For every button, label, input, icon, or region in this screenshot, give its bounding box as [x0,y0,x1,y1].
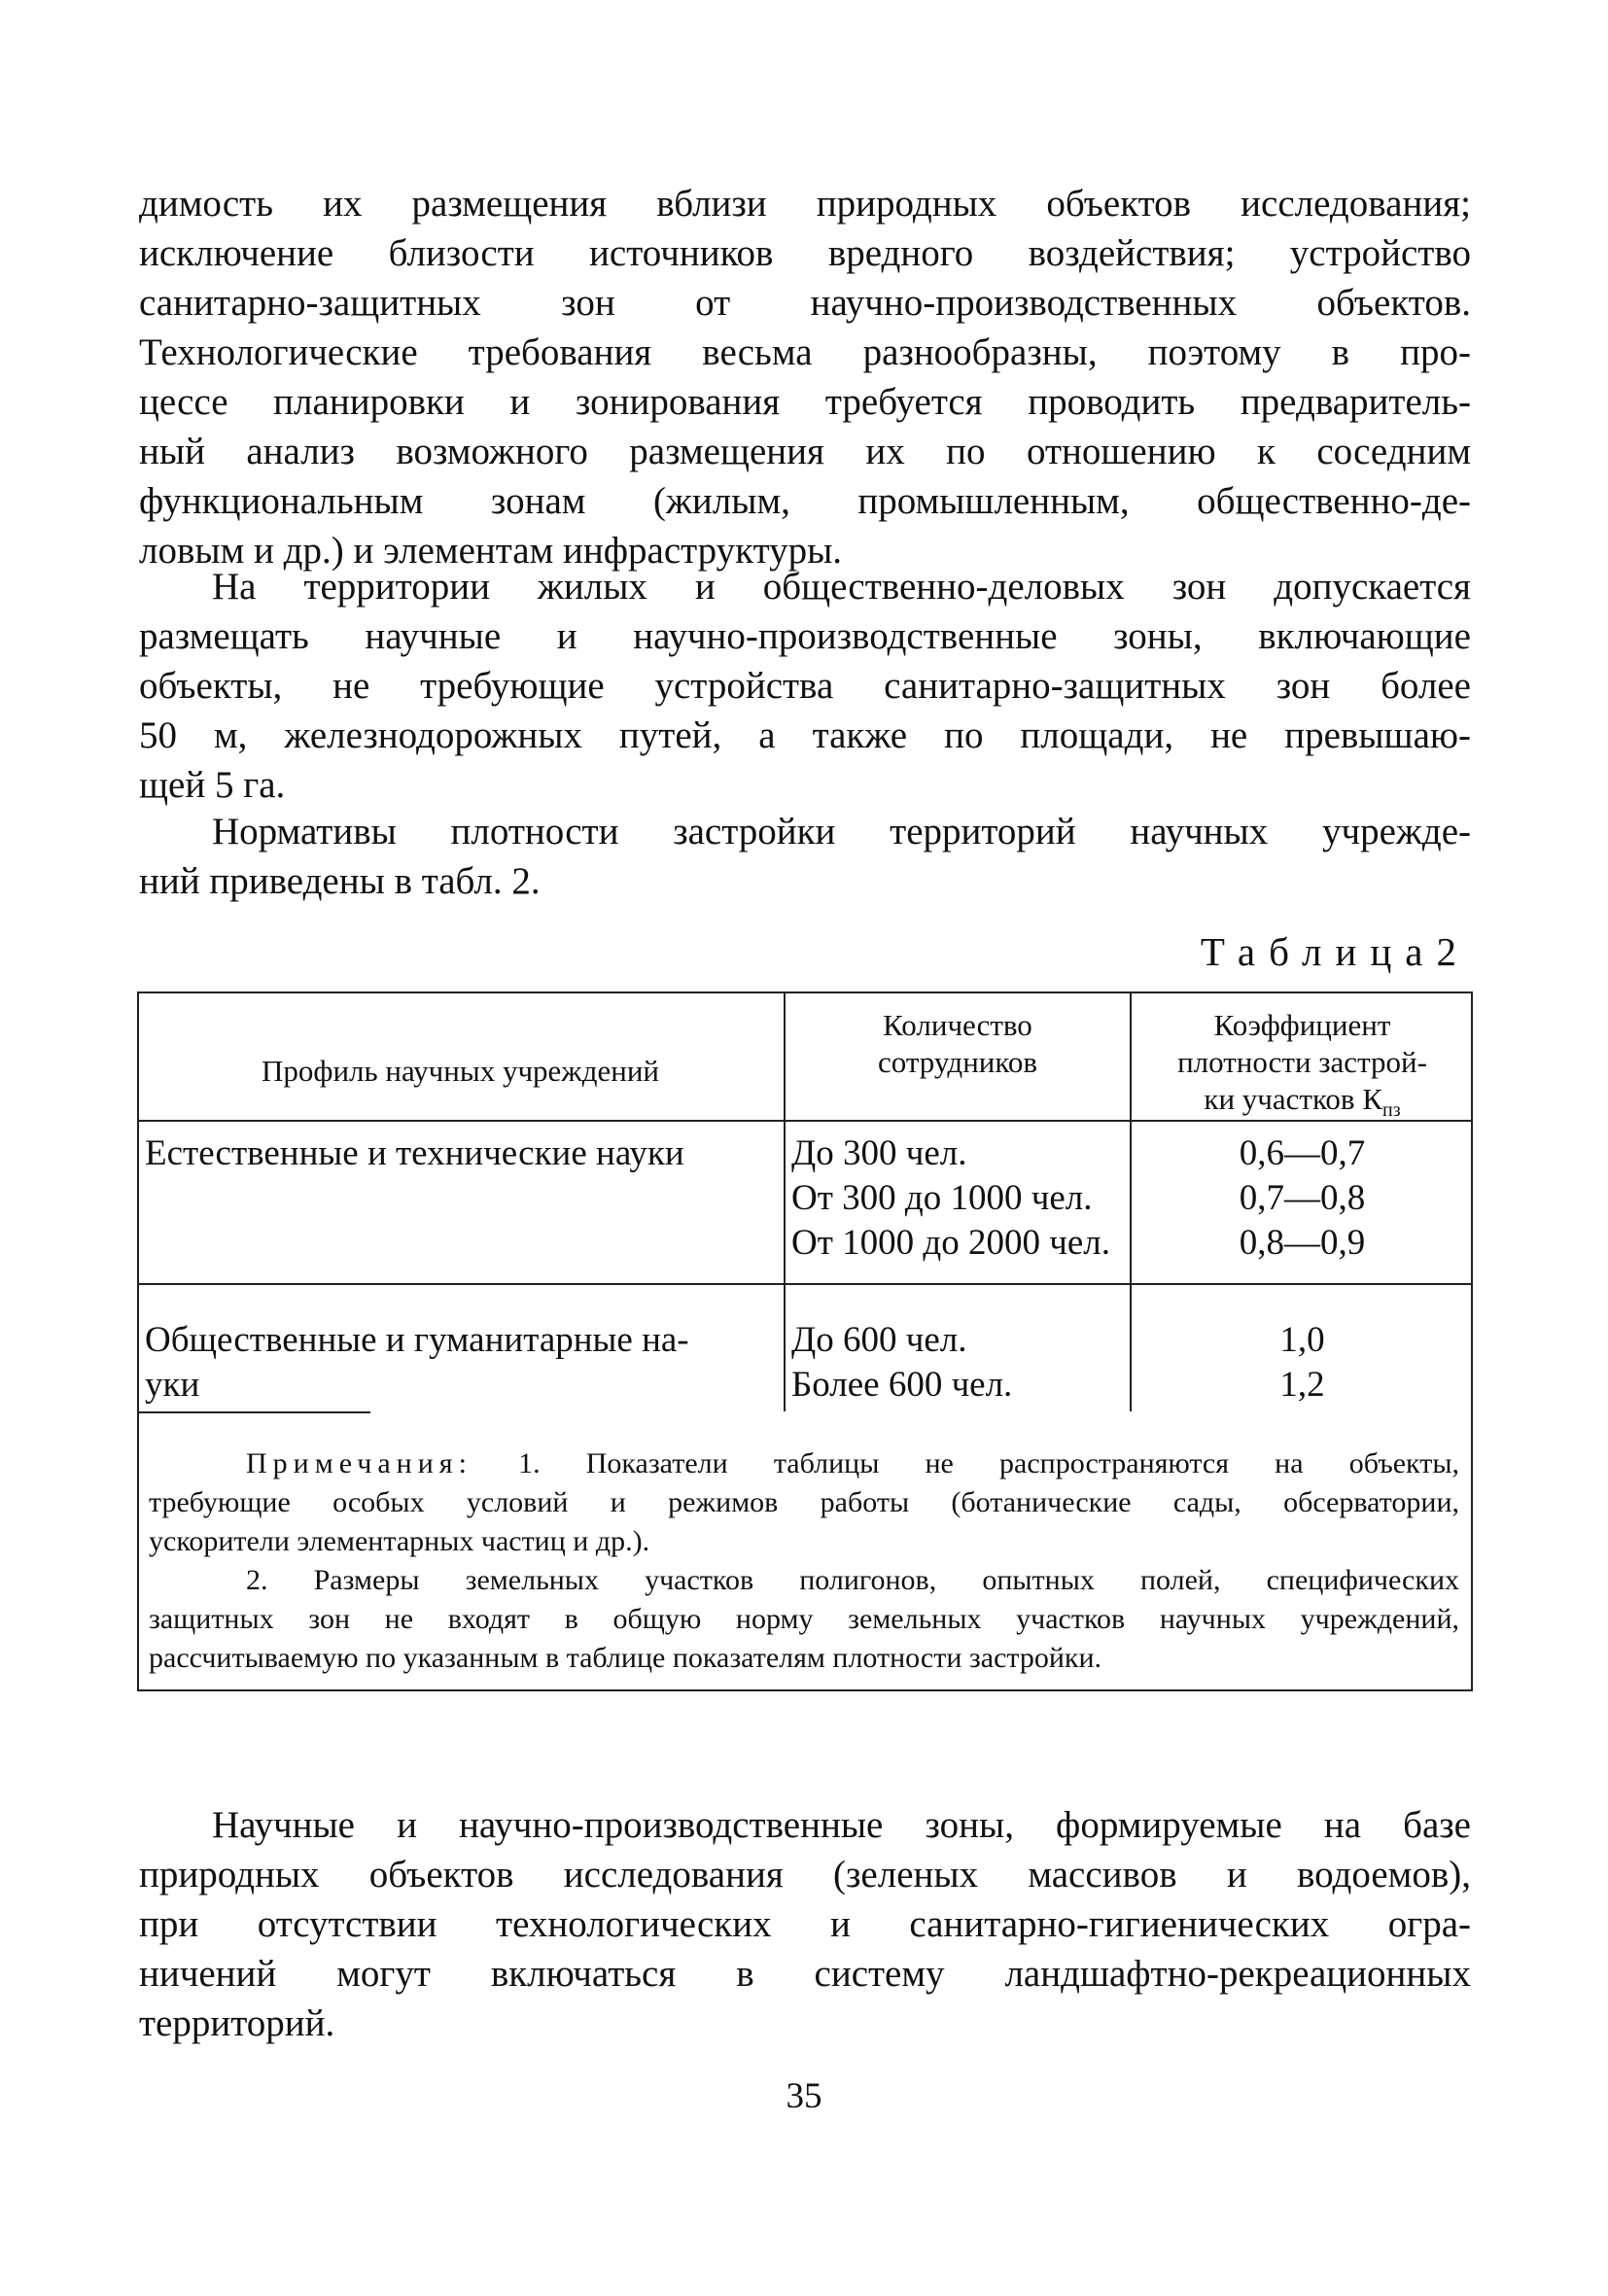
note-line: защитных зон не входят в общую норму земельных участков научных учреждений, [149,1603,1459,1635]
note-line: ускорители элементарных частиц и др.). [149,1525,650,1557]
text-line: ний приведены в табл. 2. [139,860,541,902]
text-line: объекты, не требующие устройства санитарно-защитных зон более [139,665,1471,707]
header-profile: Профиль научных учреждений [261,1054,660,1088]
header-staff-line: сотрудников [878,1045,1037,1079]
profile-line: уки [145,1365,200,1405]
table-caption: Таблица2 [1200,929,1470,974]
note-line: 2. Размеры земельных участков полигонов, опытных полей, специфических [246,1564,1459,1596]
text-line: ный анализ возможного размещения их по отношению к соседним [139,431,1471,472]
paragraph-1 [139,179,1471,575]
notes-rule [137,1411,370,1413]
coef-value: 0,7—0,8 [1239,1178,1366,1218]
text-line: территорий. [139,2002,335,2044]
note-text: 1. Показатели таблицы не распространяются на объекты, [472,1447,1459,1479]
text-line: при отсутствии технологических и санитарно-гигиенических огра- [139,1903,1471,1945]
row-divider [137,1283,1473,1285]
text-line: ловым и др.) и элементам инфраструктуры. [139,530,843,572]
note-line: рассчитываемую по указанным в таблице показателям плотности застройки. [149,1642,1102,1674]
text-line: функциональным зонам (жилым, промышленным, общественно-де- [139,480,1471,522]
coef-value: 0,6—0,7 [1239,1133,1366,1173]
coef-value: 1,2 [1279,1365,1325,1405]
text-line: щей 5 га. [139,764,286,806]
text-line: На территории жилых и общественно-деловых зон допускается [212,566,1471,608]
text-line: санитарно-защитных зон от научно-производственных объектов. [139,282,1471,324]
text-line: 50 м, железнодорожных путей, а также по площади, не превышаю- [139,714,1471,756]
coef-value: 0,8—0,9 [1239,1223,1366,1263]
header-staff [786,1007,1130,1081]
staff-value: От 1000 до 2000 чел. [791,1223,1110,1263]
text-line: цессе планировки и зонирования требуется проводить предваритель- [139,381,1471,423]
staff-value: От 300 до 1000 чел. [791,1178,1093,1218]
row1-coefficient [1132,1131,1473,1266]
header-coefficient [1132,1007,1473,1129]
header-coef-line [1132,1081,1473,1129]
text-line: Нормативы плотности застройки территорий научных учрежде- [212,811,1471,852]
row2-staff [791,1318,1128,1408]
coef-value: 1,0 [1279,1320,1325,1360]
table-notes [149,1444,1459,1678]
text-line: Технологические требования весьма разнообразны, поэтому в про- [139,331,1471,373]
row2-coefficient [1132,1318,1473,1408]
row2-profile [145,1318,782,1408]
text-line: исключение близости источников вредного воздействия; устройство [139,232,1471,274]
column-divider [784,1120,786,1411]
staff-value: Более 600 чел. [791,1365,1013,1405]
text-line: размещать научные и научно-производственные зоны, включающие [139,615,1471,657]
profile-line: Общественные и гуманитарные на- [145,1320,689,1360]
row1-staff [791,1131,1128,1266]
header-coef-text: ки участков К [1204,1082,1382,1116]
paragraph-4 [139,1800,1471,2048]
text-line: Научные и научно-производственные зоны, формируемые на базе [212,1804,1471,1846]
header-coef-subscript: пз [1382,1099,1401,1122]
header-coef-line: Коэффициент [1213,1008,1391,1042]
header-staff-line: Количество [883,1008,1032,1042]
paragraph-2 [139,562,1471,810]
notes-label: Примечания: [246,1447,472,1479]
text-line: природных объектов исследования (зеленых массивов и водоемов), [139,1854,1471,1896]
paragraph-3 [139,807,1471,906]
text-line: ничений могут включаться в систему ландшафтно-рекреационных [139,1953,1471,1995]
density-table [137,991,1473,1691]
row1-profile: Естественные и технические науки [145,1133,684,1173]
note-line [149,1444,1459,1483]
staff-value: До 300 чел. [791,1133,967,1173]
header-coef-line: плотности застрой- [1177,1045,1427,1079]
text-line: димость их размещения вблизи природных объектов исследования; [139,183,1471,225]
page-number: 35 [786,2076,822,2116]
staff-value: До 600 чел. [791,1320,967,1360]
note-line: требующие особых условий и режимов работы (ботанические сады, обсерватории, [149,1486,1459,1518]
